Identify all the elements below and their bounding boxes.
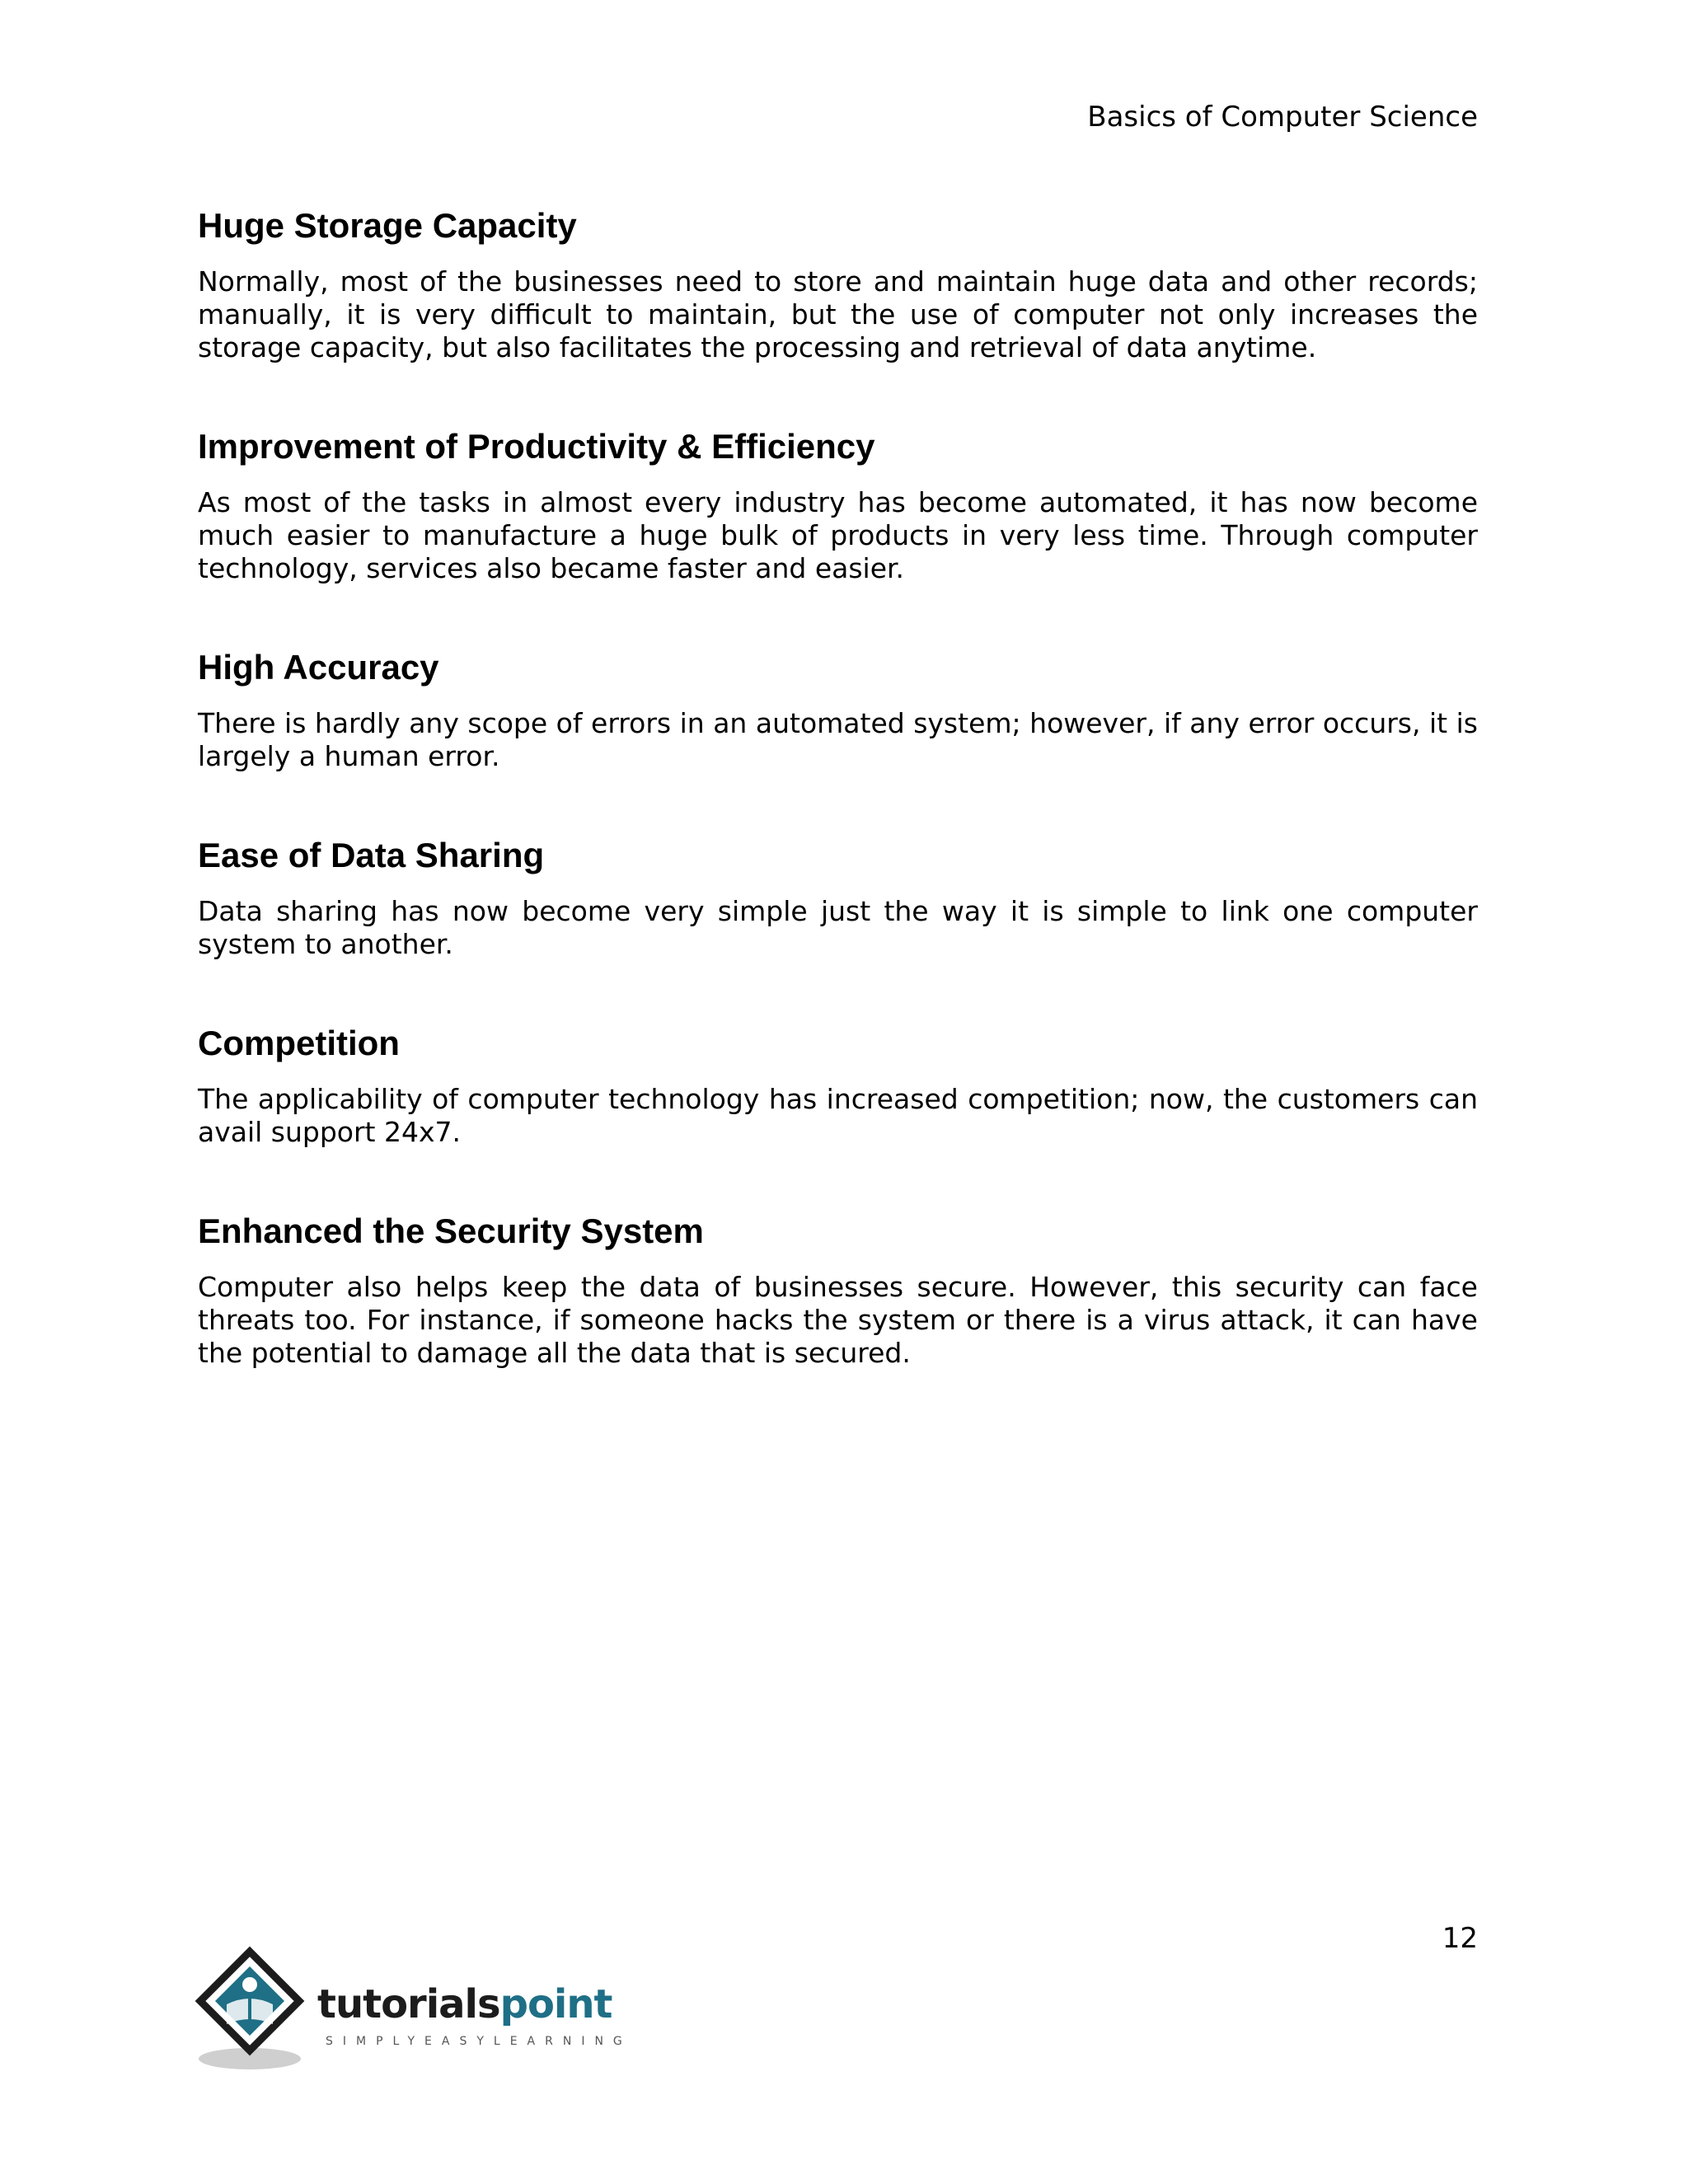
- section-competition: [198, 1015, 1478, 1149]
- section-heading: Competition: [198, 1024, 400, 1062]
- logo-emblem-icon: [194, 1945, 317, 2077]
- logo-tagline: SIMPLYEASYLEARNING: [326, 2035, 632, 2048]
- section-security-system: [198, 1203, 1478, 1370]
- section-paragraph: There is hardly any scope of errors in an automated system; however, if any error occurs, it is largely a human error.: [198, 707, 1478, 772]
- page-number: 12: [1442, 1922, 1478, 1955]
- running-header: Basics of Computer Science: [1087, 101, 1478, 134]
- tutorialspoint-logo: [194, 1945, 632, 2077]
- section-huge-storage-capacity: [198, 198, 1478, 364]
- section-paragraph: As most of the tasks in almost every industry has become automated, it has now become much easier to manufacture a huge bulk of products in very less time. Through computer technology, services also became faster and easier.: [198, 486, 1478, 584]
- document-body: [198, 198, 1478, 1424]
- logo-word-tutorials: tutorials: [317, 1981, 500, 2027]
- section-productivity-efficiency: [198, 419, 1478, 585]
- logo-wordmark: [317, 1981, 612, 2027]
- section-paragraph: Normally, most of the businesses need to store and maintain huge data and other records; manually, it is very difficult to maintain, but the use of computer not only increases the storage capacity, but also facilitates the processing and retrieval of data anytime.: [198, 265, 1478, 363]
- section-heading: Ease of Data Sharing: [198, 836, 545, 874]
- section-heading: Improvement of Productivity & Efficiency: [198, 427, 875, 466]
- section-paragraph: The applicability of computer technology has increased competition; now, the customers can avail support 24x7.: [198, 1083, 1478, 1148]
- section-heading: High Accuracy: [198, 648, 439, 687]
- logo-word-point: point: [499, 1981, 612, 2027]
- section-high-accuracy: [198, 640, 1478, 773]
- section-data-sharing: [198, 827, 1478, 961]
- section-heading: Huge Storage Capacity: [198, 206, 577, 245]
- section-paragraph: Computer also helps keep the data of businesses secure. However, this security can face threats too. For instance, if someone hacks the system or there is a virus attack, it can have the potential to damage all the data that is secured.: [198, 1271, 1478, 1369]
- section-paragraph: Data sharing has now become very simple just the way it is simple to link one computer system to another.: [198, 895, 1478, 960]
- section-heading: Enhanced the Security System: [198, 1212, 704, 1250]
